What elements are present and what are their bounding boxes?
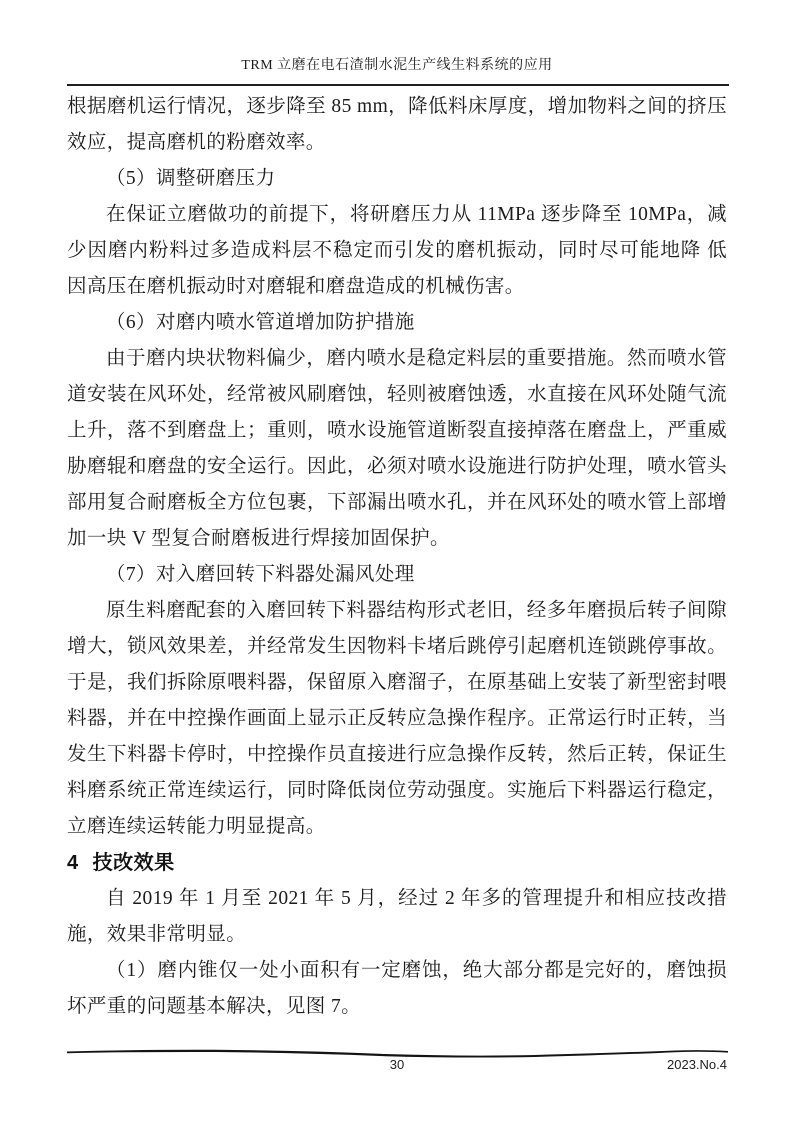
paragraph: 原生料磨配套的入磨回转下料器结构形式老旧，经多年磨损后转子间隙增大，锁风效果差，并经常发生因物料卡堵后跳停引起磨机连锁跳停事故。于是，我们拆除原喂料器，保留原入磨溜子，在原基础上安装了新型密封喂料器，并在中控操作画面上显示正反转应急操作程序。正常运行时正转，当发生下料器卡停时，中控操作员直接进行应急操作反转，然后正转，保证生料磨系统正常连续运行，同时降低岗位劳动强度。实施后下料器运行稳定，立磨连续运转能力明显提高。 — [67, 600, 727, 837]
section-heading — [67, 845, 727, 881]
running-header-title: TRM 立磨在电石渣制水泥生产线生料系统的应用 — [241, 58, 553, 73]
paragraph-continuation: 根据磨机运行情况，逐步降至 85 mm，降低料床厚度，增加物料之间的挤压效应，提高磨机的粉磨效率。 — [67, 96, 727, 153]
page-number: 30 — [389, 1057, 405, 1072]
paragraph: 在保证立磨做功的前提下，将研磨压力从 11MPa 逐步降至 10MPa，减少因磨内粉料过多造成料层不稳定而引发的磨机振动，同时尽可能地降 低因高压在磨机振动时对磨辊和磨盘造成的机械伤害。 — [67, 204, 727, 297]
paragraph: 由于磨内块状物料偏少，磨内喷水是稳定料层的重要措施。然而喷水管道安装在风环处，经常被风刷磨蚀，轻则被磨蚀透，水直接在风环处随气流上升，落不到磨盘上；重则，喷水设施管道断裂直接掉落在磨盘上，严重威胁磨辊和磨盘的安全运行。因此，必须对喷水设施进行防护处理，喷水管头部用复合耐磨板全方位包裹，下部漏出喷水孔，并在风环处的喷水管上部增加一块 V 型复合耐磨板进行焊接加固保护。 — [67, 348, 727, 549]
body-text — [67, 89, 727, 1025]
issue-number: 2023.No.4 — [667, 1057, 727, 1072]
footer — [67, 1057, 727, 1075]
item-heading-7: （7）对入磨回转下料器处漏风处理 — [106, 564, 415, 585]
section-title: 技改效果 — [92, 852, 175, 874]
item-heading-5: （5）调整研磨压力 — [106, 168, 276, 189]
paragraph: 自 2019 年 1 月至 2021 年 5 月，经过 2 年多的管理提升和相应技改措施，效果非常明显。 — [67, 888, 727, 945]
item-heading-6: （6）对磨内喷水管道增加防护措施 — [106, 312, 415, 333]
paragraph: （1）磨内锥仅一处小面积有一定磨蚀，绝大部分都是完好的，磨蚀损坏严重的问题基本解决，见图 7。 — [67, 960, 727, 1017]
header-rule — [67, 84, 729, 86]
section-number: 4 — [67, 852, 79, 874]
